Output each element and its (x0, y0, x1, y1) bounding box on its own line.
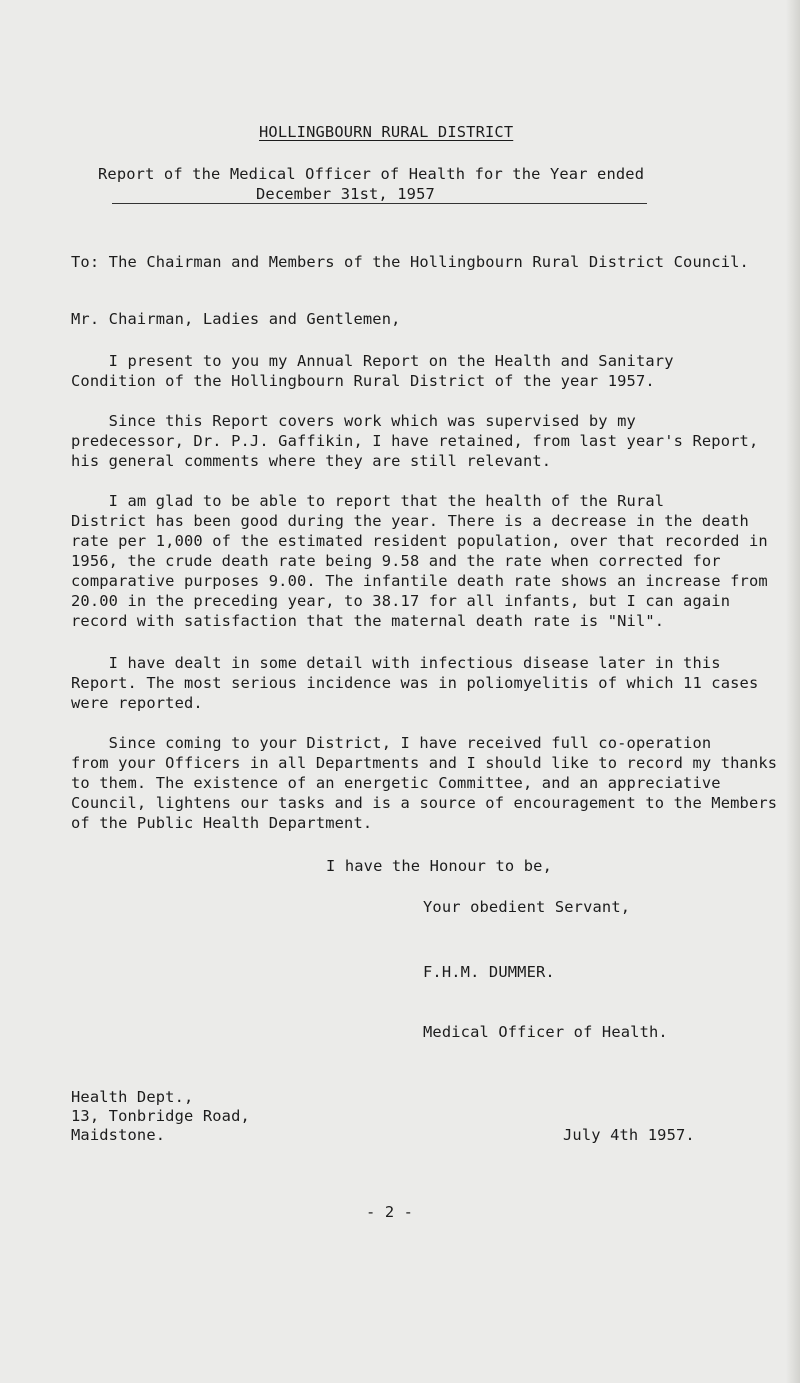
paragraph-line: 1956, the crude death rate being 9.58 and the rate when corrected for (71, 552, 721, 570)
paragraph-line: predecessor, Dr. P.J. Gaffikin, I have retained, from last year's Report, (71, 432, 759, 450)
report-subtitle-line2: December 31st, 1957 (256, 185, 435, 203)
paragraph-line: Condition of the Hollingbourn Rural District of the year 1957. (71, 372, 655, 390)
paragraph-line: rate per 1,000 of the estimated resident population, over that recorded in (71, 532, 768, 550)
salutation: Mr. Chairman, Ladies and Gentlemen, (71, 310, 401, 328)
signatory-name: F.H.M. DUMMER. (423, 963, 555, 981)
paragraph-line: were reported. (71, 694, 203, 712)
report-heading: HOLLINGBOURN RURAL DISTRICT (259, 123, 514, 141)
closing-servant: Your obedient Servant, (423, 898, 631, 916)
report-date: July 4th 1957. (563, 1126, 695, 1144)
paragraph-line: District has been good during the year. There is a decrease in the death (71, 512, 749, 530)
paragraph-line: I have dealt in some detail with infectious disease later in this (71, 654, 721, 672)
paragraph-line: Since this Report covers work which was supervised by my (71, 412, 636, 430)
paragraph-line: comparative purposes 9.00. The infantile death rate shows an increase from (71, 572, 768, 590)
paragraph-line: 20.00 in the preceding year, to 38.17 for all infants, but I can again (71, 592, 731, 610)
closing-honour: I have the Honour to be, (326, 857, 552, 875)
paragraph-line: Council, lightens our tasks and is a source of encouragement to the Members (71, 794, 778, 812)
paragraph-line: from your Officers in all Departments and I should like to record my thanks (71, 754, 778, 772)
paragraph-line: Report. The most serious incidence was in poliomyelitis of which 11 cases (71, 674, 759, 692)
paragraph-line: to them. The existence of an energetic Committee, and an appreciative (71, 774, 721, 792)
page-number: - 2 - (366, 1203, 414, 1221)
report-subtitle-line1: Report of the Medical Officer of Health for the Year ended (98, 165, 645, 183)
paragraph-line: I present to you my Annual Report on the Health and Sanitary (71, 352, 674, 370)
addressee-line: To: The Chairman and Members of the Hollingbourn Rural District Council. (71, 253, 749, 271)
paragraph-line: of the Public Health Department. (71, 814, 373, 832)
paragraph-line: record with satisfaction that the maternal death rate is "Nil". (71, 612, 665, 630)
address-line: 13, Tonbridge Road, (71, 1107, 250, 1125)
scan-edge-shadow (786, 0, 800, 1383)
address-line: Health Dept., (71, 1088, 194, 1106)
address-line: Maidstone. (71, 1126, 166, 1144)
signatory-role: Medical Officer of Health. (423, 1023, 668, 1041)
paragraph-line: Since coming to your District, I have received full co-operation (71, 734, 712, 752)
paragraph-line: I am glad to be able to report that the health of the Rural (71, 492, 665, 510)
paragraph-line: his general comments where they are still relevant. (71, 452, 552, 470)
subtitle-underline (112, 203, 647, 204)
